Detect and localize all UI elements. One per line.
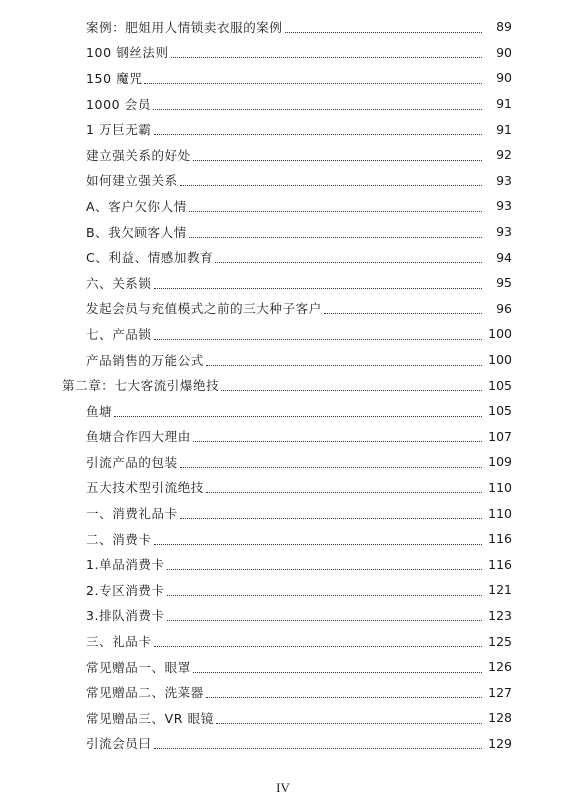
toc-chapter-entry[interactable] bbox=[0, 372, 566, 398]
toc-entry[interactable] bbox=[0, 142, 566, 168]
toc-dot-leader bbox=[114, 415, 482, 417]
toc-entry-page: 116 bbox=[488, 556, 512, 572]
toc-dot-leader bbox=[206, 364, 482, 366]
toc-entry-page: 91 bbox=[496, 121, 512, 137]
toc-dot-leader bbox=[189, 236, 482, 238]
toc-dot-leader bbox=[154, 133, 482, 135]
toc-dot-leader bbox=[154, 543, 482, 545]
toc-entry[interactable] bbox=[0, 424, 566, 450]
toc-dot-leader bbox=[154, 645, 482, 647]
toc-entry-title: 鱼塘合作四大理由 bbox=[86, 429, 191, 445]
toc-entry[interactable] bbox=[0, 705, 566, 731]
toc-entry-title: 1000 会员 bbox=[86, 96, 151, 112]
toc-dot-leader bbox=[324, 312, 482, 314]
toc-entry-title: 常见赠品一、眼罩 bbox=[86, 659, 191, 675]
toc-entry-title: 二、消费卡 bbox=[86, 531, 152, 547]
toc-entry-page: 93 bbox=[496, 172, 512, 188]
toc-entry-title: 鱼塘 bbox=[86, 403, 113, 419]
toc-entry[interactable] bbox=[0, 219, 566, 245]
toc-entry-title: 引流会员曰 bbox=[86, 736, 152, 752]
toc-dot-leader bbox=[193, 159, 482, 161]
toc-entry-title: 1 万巨无霸 bbox=[86, 122, 152, 138]
toc-entry[interactable] bbox=[0, 116, 566, 142]
toc-entry-page: 105 bbox=[488, 403, 512, 419]
toc-entry-title: 六、关系锁 bbox=[86, 275, 152, 291]
toc-entry[interactable] bbox=[0, 270, 566, 296]
toc-entry[interactable] bbox=[0, 526, 566, 552]
toc-dot-leader bbox=[193, 671, 482, 673]
toc-entry[interactable] bbox=[0, 603, 566, 629]
toc-entry-page: 125 bbox=[488, 633, 512, 649]
toc-entry[interactable] bbox=[0, 91, 566, 117]
toc-entry-title: 常见赠品二、洗菜器 bbox=[86, 685, 204, 701]
toc-entry-page: 100 bbox=[488, 326, 512, 342]
toc-entry-title: 2.专区消费卡 bbox=[86, 582, 165, 598]
toc-dot-leader bbox=[216, 722, 482, 724]
toc-entry-page: 116 bbox=[488, 531, 512, 547]
toc-entry-page: 105 bbox=[488, 377, 512, 393]
toc-entry-page: 128 bbox=[488, 710, 512, 726]
toc-entry[interactable] bbox=[0, 14, 566, 40]
toc-entry[interactable] bbox=[0, 654, 566, 680]
toc-entry-page: 94 bbox=[496, 249, 512, 265]
toc-dot-leader bbox=[193, 440, 482, 442]
toc-dot-leader bbox=[144, 82, 482, 84]
toc-entry-title: 如何建立强关系 bbox=[86, 173, 178, 189]
toc-entry-title: 七、产品锁 bbox=[86, 326, 152, 342]
toc-entry[interactable] bbox=[0, 321, 566, 347]
toc-entry[interactable] bbox=[0, 347, 566, 373]
toc-entry-page: 126 bbox=[488, 659, 512, 675]
toc-entry-title: 1.单品消费卡 bbox=[86, 557, 165, 573]
toc-entry-page: 110 bbox=[488, 479, 512, 495]
toc-entry[interactable] bbox=[0, 475, 566, 501]
toc-entry-title: 案例：肥姐用人情锁卖衣服的案例 bbox=[86, 19, 283, 35]
toc-dot-leader bbox=[206, 491, 482, 493]
toc-entry-page: 95 bbox=[496, 275, 512, 291]
toc-entry-title: A、客户欠你人情 bbox=[86, 198, 187, 214]
toc-entry-page: 93 bbox=[496, 198, 512, 214]
toc-entry-title: 常见赠品三、VR 眼镜 bbox=[86, 710, 214, 726]
toc-entry[interactable] bbox=[0, 296, 566, 322]
toc-dot-leader bbox=[167, 594, 482, 596]
toc-entry-title: 发起会员与充值模式之前的三大种子客户 bbox=[86, 301, 322, 317]
toc-entry-page: 96 bbox=[496, 300, 512, 316]
toc-entry-page: 127 bbox=[488, 684, 512, 700]
toc-entry-title: 100 钢丝法则 bbox=[86, 45, 169, 61]
toc-entry-title: 产品销售的万能公式 bbox=[86, 352, 204, 368]
toc-entry-page: 92 bbox=[496, 147, 512, 163]
toc-entry-title: 五大技术型引流绝技 bbox=[86, 480, 204, 496]
toc-entry[interactable] bbox=[0, 577, 566, 603]
toc-entry-page: 123 bbox=[488, 607, 512, 623]
toc-dot-leader bbox=[215, 261, 482, 263]
toc-dot-leader bbox=[189, 210, 482, 212]
toc-dot-leader bbox=[153, 108, 482, 110]
toc-entry-title: 150 魔咒 bbox=[86, 70, 143, 86]
toc-dot-leader bbox=[221, 389, 482, 391]
toc-entry[interactable] bbox=[0, 398, 566, 424]
toc-dot-leader bbox=[167, 619, 482, 621]
toc-dot-leader bbox=[206, 696, 482, 698]
toc-entry-title: 第二章：七大客流引爆绝技 bbox=[62, 378, 220, 394]
toc-entry[interactable] bbox=[0, 244, 566, 270]
toc-entry-title: B、我欠顾客人情 bbox=[86, 224, 187, 240]
toc-entry-title: C、利益、情感加教育 bbox=[86, 250, 214, 266]
toc-entry[interactable] bbox=[0, 168, 566, 194]
toc-entry-page: 107 bbox=[488, 428, 512, 444]
table-of-contents bbox=[0, 14, 566, 756]
toc-dot-leader bbox=[154, 747, 482, 749]
toc-dot-leader bbox=[167, 568, 482, 570]
toc-entry-page: 100 bbox=[488, 352, 512, 368]
toc-entry-page: 91 bbox=[496, 96, 512, 112]
toc-entry[interactable] bbox=[0, 193, 566, 219]
toc-entry[interactable] bbox=[0, 40, 566, 66]
toc-entry-title: 一、消费礼品卡 bbox=[86, 506, 178, 522]
toc-entry-title: 三、礼品卡 bbox=[86, 634, 152, 650]
toc-entry-page: 129 bbox=[488, 735, 512, 751]
toc-entry-page: 89 bbox=[496, 19, 512, 35]
toc-entry-page: 90 bbox=[496, 44, 512, 60]
toc-entry-page: 93 bbox=[496, 224, 512, 240]
toc-entry[interactable] bbox=[0, 679, 566, 705]
toc-dot-leader bbox=[180, 517, 482, 519]
toc-entry-page: 90 bbox=[496, 70, 512, 86]
toc-entry-title: 3.排队消费卡 bbox=[86, 608, 165, 624]
toc-entry-page: 110 bbox=[488, 505, 512, 521]
toc-entry[interactable] bbox=[0, 628, 566, 654]
toc-entry-page: 109 bbox=[488, 454, 512, 470]
toc-entry-title: 引流产品的包装 bbox=[86, 454, 178, 470]
toc-entry-page: 121 bbox=[488, 582, 512, 598]
toc-entry-title: 建立强关系的好处 bbox=[86, 147, 191, 163]
toc-dot-leader bbox=[285, 31, 482, 33]
toc-dot-leader bbox=[154, 338, 482, 340]
toc-dot-leader bbox=[180, 466, 482, 468]
toc-dot-leader bbox=[154, 287, 482, 289]
toc-entry[interactable] bbox=[0, 731, 566, 757]
toc-entry[interactable] bbox=[0, 500, 566, 526]
toc-dot-leader bbox=[180, 184, 482, 186]
toc-entry[interactable] bbox=[0, 65, 566, 91]
toc-entry[interactable] bbox=[0, 551, 566, 577]
toc-dot-leader bbox=[171, 56, 482, 58]
page-number: IV bbox=[276, 780, 290, 795]
toc-entry[interactable] bbox=[0, 449, 566, 475]
